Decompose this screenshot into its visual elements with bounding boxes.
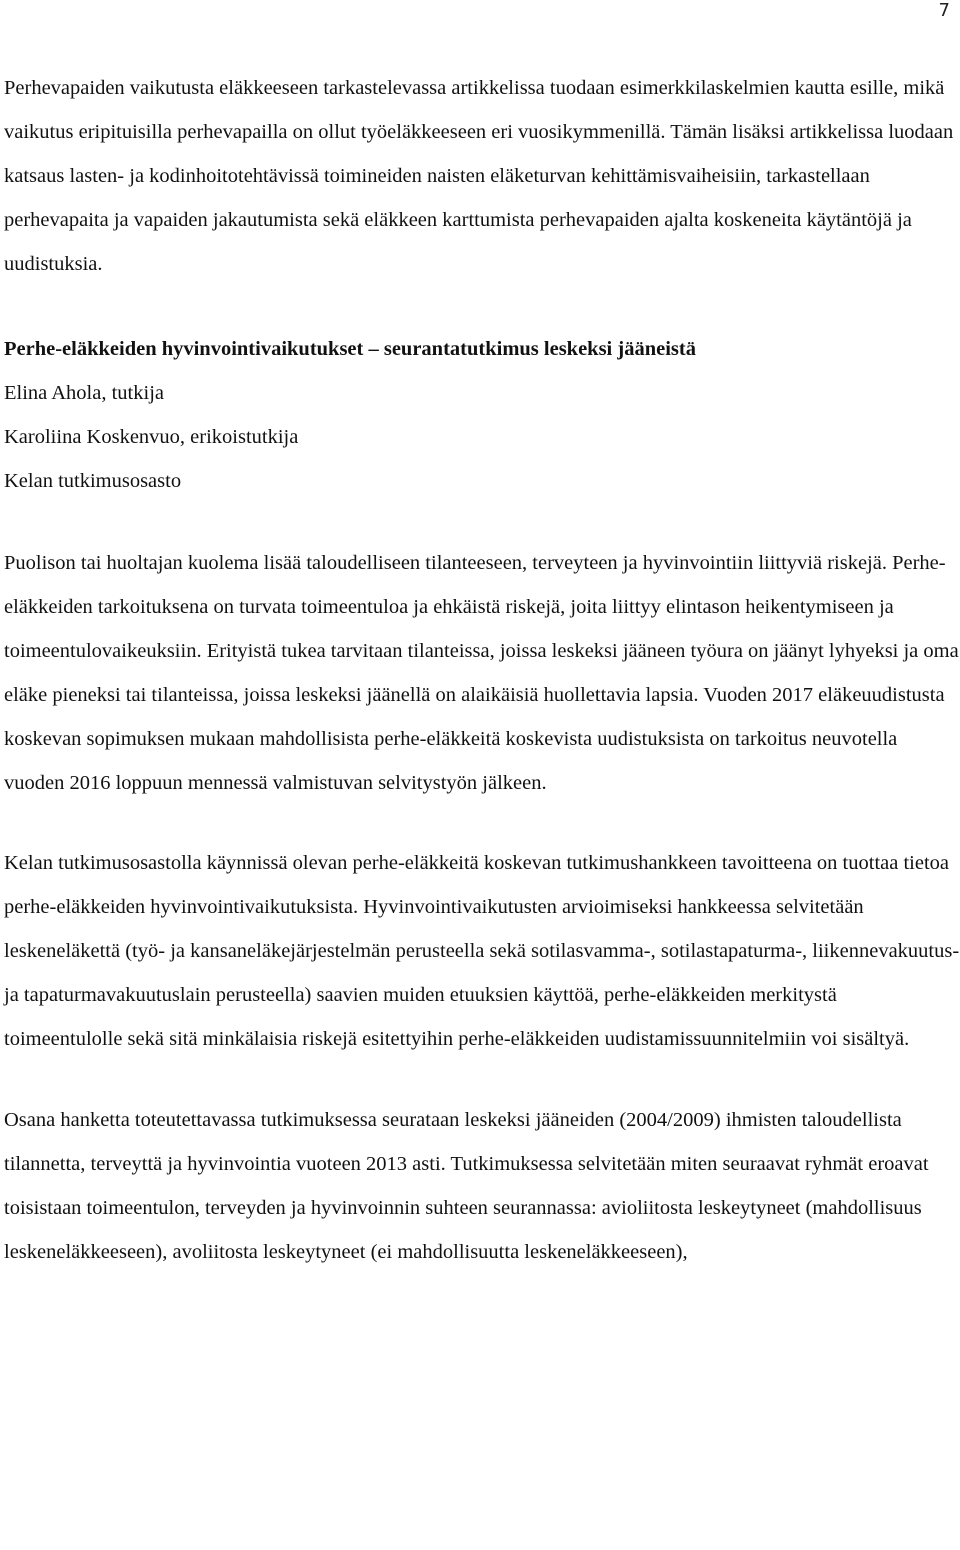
page-number: 7 bbox=[938, 0, 950, 21]
author-line: Elina Ahola, tutkija bbox=[4, 382, 164, 404]
author-line: Karoliina Koskenvuo, erikoistutkija bbox=[4, 426, 299, 448]
intro-paragraph: Perhevapaiden vaikutusta eläkkeeseen tarkastelevassa artikkelissa tuodaan esimerkkilaskelmien kautta esille, mikä vaikutus eripituisilla perhevapailla on ollut työeläkkeeseen eri vuosikymmenillä. Tämän lisäksi artikkelissa luodaan katsaus lasten- ja kodinhoitotehtävissä toimineiden naisten eläketurvan kehittämisvaiheisiin, tarkastellaan perhevapaita ja vapaiden jakautumista sekä eläkkeen karttumista perhevapaiden ajalta koskeneita käytäntöjä ja uudistuksia. bbox=[4, 77, 954, 275]
body-paragraph: Puolison tai huoltajan kuolema lisää taloudelliseen tilanteeseen, terveyteen ja hyvinvointiin liittyviä riskejä. Perhe-eläkkeiden tarkoituksena on turvata toimeentuloa ja ehkäistä riskejä, joita liittyy elintason heikentymiseen ja toimeentulovaikeuksiin. Erityistä tukea tarvitaan tilanteissa, joissa leskeksi jääneen työura on jäänyt lyhyeksi ja oma eläke pieneksi tai tilanteissa, joissa leskeksi jäänellä on alaikäisiä huollettavia lapsia. Vuoden 2017 eläkeuudistusta koskevan sopimuksen mukaan mahdollisista perhe-eläkkeitä koskevista uudistuksista on tarkoitus neuvotella vuoden 2016 loppuun mennessä valmistuvan selvitystyön jälkeen. bbox=[4, 552, 959, 794]
affiliation: Kelan tutkimusosasto bbox=[4, 470, 182, 492]
body-paragraph: Kelan tutkimusosastolla käynnissä olevan perhe-eläkkeitä koskevan tutkimushankkeen tavoitteena on tuottaa tietoa perhe-eläkkeiden hyvinvointivaikutuksista. Hyvinvointivaikutusten arvioimiseksi hankkeessa selvitetään leskeneläkettä (työ- ja kansaneläkejärjestelmän perusteella sekä sotilasvamma-, sotilastapaturma-, liikennevakuutus- ja tapaturmavakuutuslain perusteella) saavien muiden etuuksien käyttöä, perhe-eläkkeiden merkitystä toimeentulolle sekä sitä minkälaisia riskejä esitettyihin perhe-eläkkeiden uudistamissuunnitelmiin voi sisältyä. bbox=[4, 852, 960, 1050]
body-paragraph: Osana hanketta toteutettavassa tutkimuksessa seurataan leskeksi jääneiden (2004/2009) ihmisten taloudellista tilannetta, terveyttä ja hyvinvointia vuoteen 2013 asti. Tutkimuksessa selvitetään miten seuraavat ryhmät eroavat toisistaan toimeentulon, terveyden ja hyvinvoinnin suhteen seurannassa: avioliitosta leskeytyneet (mahdollisuus leskeneläkkeeseen), avoliitosta leskeytyneet (ei mahdollisuutta leskeneläkkeeseen), bbox=[4, 1109, 929, 1263]
document-body bbox=[4, 66, 960, 1274]
article-title: Perhe-eläkkeiden hyvinvointivaikutukset – seurantatutkimus leskeksi jääneistä bbox=[4, 338, 696, 360]
